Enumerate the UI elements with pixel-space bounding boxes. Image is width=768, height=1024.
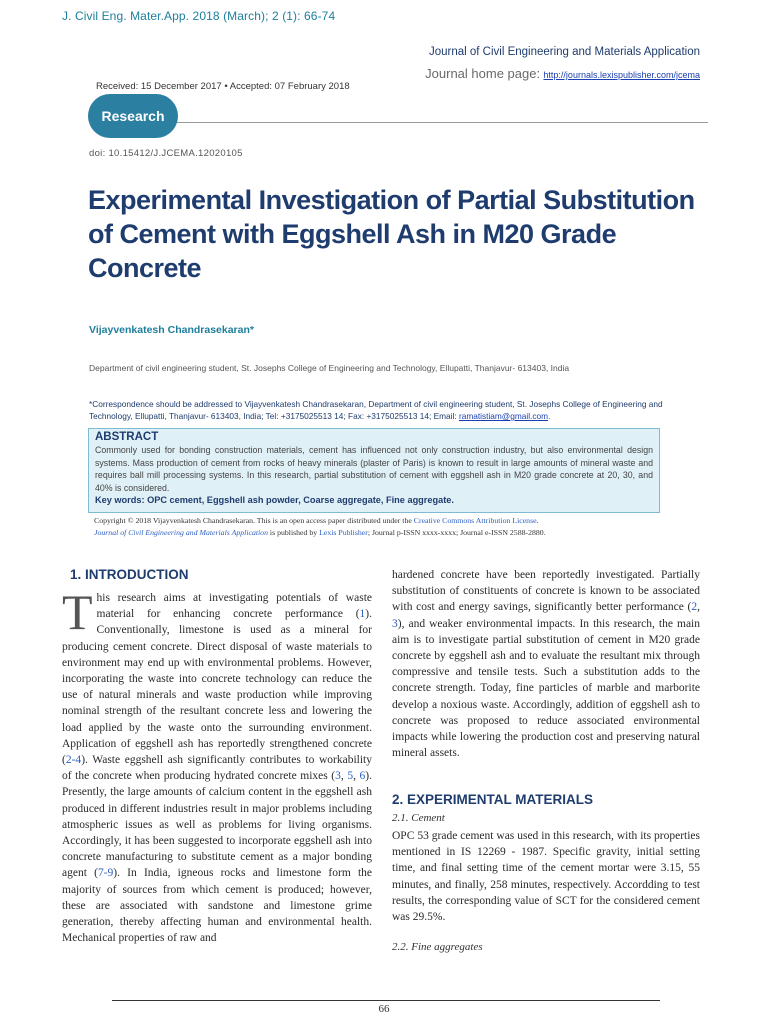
reference-link[interactable]: 5 [347, 770, 354, 783]
abstract-heading: ABSTRACT [95, 431, 159, 443]
journal-italic: Journal of Civil Engineering and Materials Application [94, 528, 268, 537]
text-run: , [353, 770, 360, 783]
reference-link[interactable]: 7-9 [97, 867, 114, 880]
text-run: his research aims at investigating potentials of waste material for enhancing concrete performance ( [96, 592, 372, 621]
reference-link[interactable]: 3 [392, 617, 398, 630]
correspondence: *Correspondence should be addressed to Vijayvenkatesh Chandrasekaran, Department of civil engineering student, St. Josephs College of Engineering and Technology, Ellupatti, Thanjavur- 613403, India; Tel: +3175025513 14; Fax: +3175025513 14; Email: ramatistiam@gmail.com. [89, 399, 663, 421]
text-run: ), and weaker environmental impacts. In this research, the main aim is to investigate partial substitution of cement in M20 grade concrete by eggshell ash and to evaluate the resultant mix through compressive and tensile tests. Such a substitution adds to the concrete strength. Today, fine particles of marble and marborite develop a noxious waste. Accordingly, addition of eggshell ash to concrete was proposed to reduce associated environmental impacts while lowering the production cost and preserving natural mineral assets. [392, 617, 700, 760]
header-divider [170, 122, 708, 123]
article-title: Experimental Investigation of Partial Substitution of Cement with Eggshell Ash in M20 Grade Concrete [88, 185, 695, 283]
introduction-text [62, 584, 373, 946]
copyright-period: . [536, 516, 539, 525]
correspondence-text: *Correspondence should be addressed to Vijayvenkatesh Chandrasekaran, Department of civil engineering student, St. Josephs College of Engineering and Technology, Ellupatti, Thanjavur- 613403, India; Tel: +3175025513 14; Fax: +3175025513 14; Email: [89, 399, 663, 421]
page-number: 66 [378, 1003, 390, 1015]
publisher-link[interactable]: Lexis Publisher [319, 528, 368, 537]
journal-citation: J. Civil Eng. Mater.App. 2018 (March); 2 (1): 66-74 [62, 9, 336, 23]
received-accepted-dates: Received: 15 December 2017 • Accepted: 07 February 2018 [96, 81, 350, 92]
homepage-label: Journal home page: [425, 66, 541, 81]
journal-name: Journal of Civil Engineering and Materials Application [428, 46, 700, 58]
research-badge: Research [88, 94, 178, 138]
reference-link[interactable]: 6 [359, 770, 366, 783]
reference-link[interactable]: 2-4 [65, 754, 82, 767]
cement-text: OPC 53 grade cement was used in this research, with its properties mentioned in IS 12269 - 1987. Specific gravity, initial setting time, and final setting time of the cement mortar were 3.15, 55 minutes, and finally, 258 minutes, respectively. Accordding to test results, the corresponding value of SCT for the considered cement was 29.5%. [392, 830, 700, 924]
homepage-link[interactable]: http://journals.lexispublisher.com/jcema [543, 70, 700, 80]
footer-divider [112, 1000, 660, 1001]
affiliation: Department of civil engineering student, St. Josephs College of Engineering and Technology, Ellupatti, Thanjavur- 613403, India [89, 363, 570, 373]
reference-link[interactable]: 1 [359, 608, 366, 621]
text-run: ). Presently, the large amounts of calcium content in the eggshell ash produced in different industries result in major problems including atmospheric issues as well as problems for living organisms. Accordingly, it has been suggested to incorporate eggshell ash into concrete manufacturing to substitute cement as a major bonding agent ( [62, 770, 373, 880]
text-run: ). Waste eggshell ash significantly contributes to workability of the concrete when producing hydrated concrete mixes ( [62, 754, 372, 783]
text-run: , [697, 601, 700, 614]
journal-homepage [425, 66, 700, 81]
section-heading-materials: 2. EXPERIMENTAL MATERIALS [392, 792, 594, 807]
email-link[interactable]: ramatistiam@gmail.com [458, 411, 549, 421]
subsection-heading-fine-aggregates: 2.2. Fine aggregates [392, 941, 483, 953]
text-run: ). In India, igneous rocks and limestone form the majority of sources from which cement is produced; however, these are associated with sandstone and limestone grime generation, thereby affecting human and environmental health. Mechanical properties of raw and [62, 867, 373, 945]
doi: doi: 10.15412/J.JCEMA.12020105 [89, 148, 243, 159]
section-heading-introduction: 1. INTRODUCTION [70, 567, 189, 582]
abstract-text: Commonly used for bonding construction materials, cement has influenced not only construction industry, but also environmental design systems. Mass production of cement from rocks of heavy minerals (plaster of Paris) is known to result in large amounts of mineral waste and requires ball mill processing systems. In this research, partial substitution of cement with eggshell ash in M20 grade concrete at 20, 30, and 40% is considered. [95, 445, 653, 493]
license-link[interactable]: Creative Commons Attribution License [413, 516, 537, 525]
copyright-text: Copyright © 2018 Vijayvenkatesh Chandrasekaran. This is an open access paper distributed under the [94, 516, 414, 525]
author: Vijayvenkatesh Chandrasekaran* [89, 324, 254, 336]
copyright-notice [94, 515, 674, 539]
reference-link[interactable]: 2 [691, 601, 698, 614]
drop-cap: T [62, 584, 93, 640]
reference-link[interactable]: 3 [335, 770, 341, 783]
issn: ; Journal p-ISSN xxxx-xxxx; Journal e-ISSN 2588-2880. [367, 528, 546, 537]
subsection-heading-cement: 2.1. Cement [392, 812, 445, 824]
text-run: ). Conventionally, limestone is used as a mineral for producing cement concrete. Direct disposal of waste materials to environment may end up with environmental problems. However, incorporating the waste into concrete technology can reduce the use of natural minerals and waste production while improving nominal strength of the resultant concrete less and lowering the load applied by the waste onto the surrounding environment. Application of eggshell ash has reportedly strengthened concrete ( [62, 608, 372, 767]
text-run: hardened concrete have been reportedly investigated. Partially substitution of constituents of concrete is known to be associated with cost and energy savings, significantly better performance ( [392, 569, 700, 614]
keywords: Key words: OPC cement, Eggshell ash powder, Coarse aggregate, Fine aggregate. [95, 495, 454, 505]
abstract-box [88, 428, 660, 513]
text-run: , [340, 770, 348, 783]
published-by: is published by [267, 528, 320, 537]
right-column-text [392, 567, 700, 761]
